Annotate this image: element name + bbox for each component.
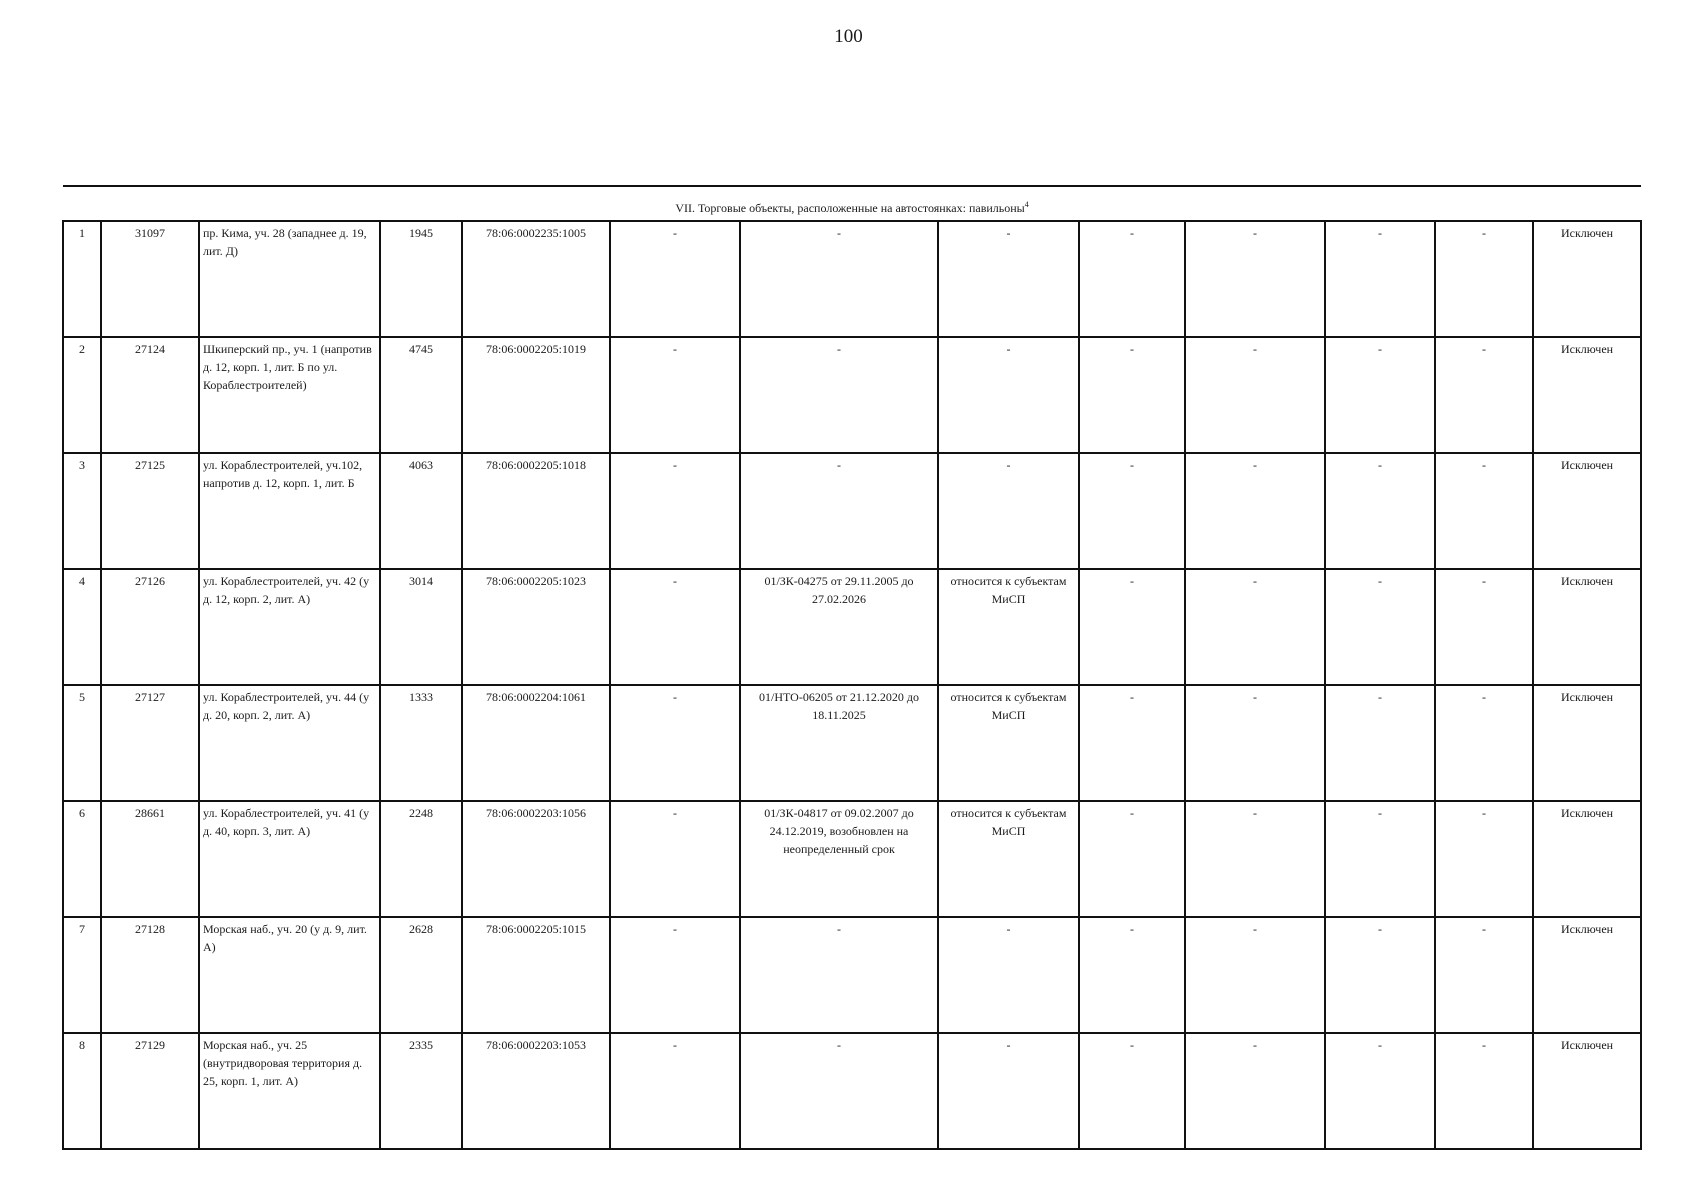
column-12-cell: - <box>1435 917 1533 1033</box>
table-row <box>63 453 1641 569</box>
column-10-cell: - <box>1185 453 1325 569</box>
table-row <box>63 221 1641 337</box>
contract-cell: - <box>740 917 938 1033</box>
object-code-cell: 27126 <box>101 569 199 685</box>
column-10-cell: - <box>1185 685 1325 801</box>
column-12-cell: - <box>1435 453 1533 569</box>
status-cell: Исключен <box>1533 337 1641 453</box>
area-cell: 4745 <box>380 337 462 453</box>
section-title-text: VII. Торговые объекты, расположенные на автостоянках: павильоны <box>675 201 1025 215</box>
column-11-cell: - <box>1325 221 1435 337</box>
column-6-cell: - <box>610 337 740 453</box>
table-row <box>63 801 1641 917</box>
area-cell: 1333 <box>380 685 462 801</box>
section-title <box>63 186 1641 221</box>
object-code-cell: 27124 <box>101 337 199 453</box>
column-9-cell: - <box>1079 337 1185 453</box>
address-cell: ул. Кораблестроителей, уч. 44 (у д. 20, корп. 2, лит. А) <box>199 685 380 801</box>
contract-cell: 01/НТО-06205 от 21.12.2020 до 18.11.2025 <box>740 685 938 801</box>
column-9-cell: - <box>1079 569 1185 685</box>
column-6-cell: - <box>610 685 740 801</box>
cadastral-number-cell: 78:06:0002205:1015 <box>462 917 610 1033</box>
area-cell: 4063 <box>380 453 462 569</box>
status-cell: Исключен <box>1533 801 1641 917</box>
row-number-cell: 4 <box>63 569 101 685</box>
column-10-cell: - <box>1185 917 1325 1033</box>
column-11-cell: - <box>1325 917 1435 1033</box>
contract-cell: 01/ЗК-04275 от 29.11.2005 до 27.02.2026 <box>740 569 938 685</box>
column-10-cell: - <box>1185 1033 1325 1149</box>
column-6-cell: - <box>610 453 740 569</box>
row-number-cell: 6 <box>63 801 101 917</box>
cadastral-number-cell: 78:06:0002204:1061 <box>462 685 610 801</box>
column-6-cell: - <box>610 569 740 685</box>
column-10-cell: - <box>1185 569 1325 685</box>
contract-cell: 01/ЗК-04817 от 09.02.2007 до 24.12.2019, возобновлен на неопределенный срок <box>740 801 938 917</box>
column-9-cell: - <box>1079 221 1185 337</box>
object-code-cell: 27128 <box>101 917 199 1033</box>
area-cell: 2628 <box>380 917 462 1033</box>
cadastral-number-cell: 78:06:0002203:1053 <box>462 1033 610 1149</box>
status-cell: Исключен <box>1533 453 1641 569</box>
cadastral-number-cell: 78:06:0002205:1018 <box>462 453 610 569</box>
row-number-cell: 3 <box>63 453 101 569</box>
column-11-cell: - <box>1325 453 1435 569</box>
column-9-cell: - <box>1079 685 1185 801</box>
address-cell: ул. Кораблестроителей, уч. 42 (у д. 12, корп. 2, лит. А) <box>199 569 380 685</box>
column-6-cell: - <box>610 221 740 337</box>
status-cell: Исключен <box>1533 917 1641 1033</box>
column-11-cell: - <box>1325 801 1435 917</box>
address-cell: ул. Кораблестроителей, уч.102, напротив д. 12, корп. 1, лит. Б <box>199 453 380 569</box>
column-11-cell: - <box>1325 1033 1435 1149</box>
column-12-cell: - <box>1435 221 1533 337</box>
column-6-cell: - <box>610 801 740 917</box>
address-cell: пр. Кима, уч. 28 (западнее д. 19, лит. Д) <box>199 221 380 337</box>
area-cell: 3014 <box>380 569 462 685</box>
subject-category-cell: относится к субъектам МиСП <box>938 801 1079 917</box>
column-9-cell: - <box>1079 453 1185 569</box>
column-9-cell: - <box>1079 1033 1185 1149</box>
column-10-cell: - <box>1185 801 1325 917</box>
cadastral-number-cell: 78:06:0002203:1056 <box>462 801 610 917</box>
cadastral-number-cell: 78:06:0002205:1023 <box>462 569 610 685</box>
subject-category-cell: - <box>938 337 1079 453</box>
contract-cell: - <box>740 1033 938 1149</box>
subject-category-cell: - <box>938 917 1079 1033</box>
row-number-cell: 8 <box>63 1033 101 1149</box>
subject-category-cell: - <box>938 221 1079 337</box>
object-code-cell: 31097 <box>101 221 199 337</box>
status-cell: Исключен <box>1533 221 1641 337</box>
contract-cell: - <box>740 453 938 569</box>
table-row <box>63 917 1641 1033</box>
object-code-cell: 28661 <box>101 801 199 917</box>
area-cell: 2335 <box>380 1033 462 1149</box>
status-cell: Исключен <box>1533 1033 1641 1149</box>
column-12-cell: - <box>1435 1033 1533 1149</box>
address-cell: ул. Кораблестроителей, уч. 41 (у д. 40, корп. 3, лит. А) <box>199 801 380 917</box>
objects-table <box>62 185 1642 1150</box>
column-10-cell: - <box>1185 221 1325 337</box>
column-12-cell: - <box>1435 801 1533 917</box>
subject-category-cell: относится к субъектам МиСП <box>938 569 1079 685</box>
address-cell: Шкиперский пр., уч. 1 (напротив д. 12, корп. 1, лит. Б по ул. Кораблестроителей) <box>199 337 380 453</box>
contract-cell: - <box>740 337 938 453</box>
subject-category-cell: - <box>938 453 1079 569</box>
table-row <box>63 337 1641 453</box>
column-6-cell: - <box>610 917 740 1033</box>
status-cell: Исключен <box>1533 685 1641 801</box>
subject-category-cell: - <box>938 1033 1079 1149</box>
column-11-cell: - <box>1325 685 1435 801</box>
page-number: 100 <box>834 26 863 47</box>
column-6-cell: - <box>610 1033 740 1149</box>
column-11-cell: - <box>1325 337 1435 453</box>
address-cell: Морская наб., уч. 25 (внутридворовая территория д. 25, корп. 1, лит. А) <box>199 1033 380 1149</box>
table-row <box>63 685 1641 801</box>
object-code-cell: 27127 <box>101 685 199 801</box>
column-9-cell: - <box>1079 917 1185 1033</box>
area-cell: 2248 <box>380 801 462 917</box>
row-number-cell: 2 <box>63 337 101 453</box>
address-cell: Морская наб., уч. 20 (у д. 9, лит. А) <box>199 917 380 1033</box>
table-row <box>63 569 1641 685</box>
column-12-cell: - <box>1435 569 1533 685</box>
row-number-cell: 5 <box>63 685 101 801</box>
object-code-cell: 27125 <box>101 453 199 569</box>
contract-cell: - <box>740 221 938 337</box>
area-cell: 1945 <box>380 221 462 337</box>
column-12-cell: - <box>1435 337 1533 453</box>
column-12-cell: - <box>1435 685 1533 801</box>
footnote-mark: 4 <box>1024 200 1029 209</box>
column-11-cell: - <box>1325 569 1435 685</box>
object-code-cell: 27129 <box>101 1033 199 1149</box>
cadastral-number-cell: 78:06:0002235:1005 <box>462 221 610 337</box>
subject-category-cell: относится к субъектам МиСП <box>938 685 1079 801</box>
row-number-cell: 1 <box>63 221 101 337</box>
column-10-cell: - <box>1185 337 1325 453</box>
status-cell: Исключен <box>1533 569 1641 685</box>
table-row <box>63 1033 1641 1149</box>
row-number-cell: 7 <box>63 917 101 1033</box>
section-header-row <box>63 186 1641 221</box>
column-9-cell: - <box>1079 801 1185 917</box>
cadastral-number-cell: 78:06:0002205:1019 <box>462 337 610 453</box>
